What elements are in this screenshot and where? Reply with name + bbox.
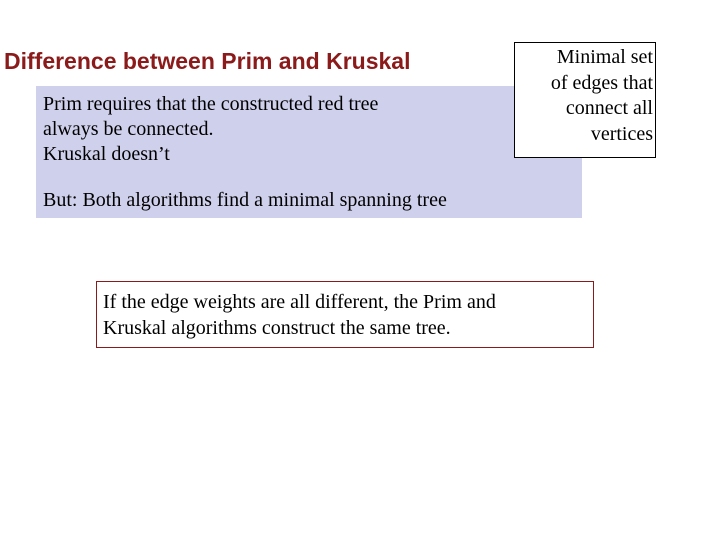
slide-title: Difference between Prim and Kruskal — [4, 48, 411, 74]
conclusion-text: But: Both algorithms find a minimal spanning tree — [43, 189, 447, 211]
callout-line: connect all — [565, 97, 653, 119]
highlight-line: always be connected. — [43, 118, 214, 140]
highlight-line: Kruskal doesn’t — [43, 143, 170, 165]
note-line: If the edge weights are all different, the Prim and — [103, 291, 496, 313]
callout-line: Minimal set — [556, 46, 653, 68]
note-line: Kruskal algorithms construct the same tree. — [103, 317, 451, 339]
note-box — [96, 281, 594, 348]
definition-callout — [514, 42, 656, 158]
callout-line: vertices — [590, 122, 653, 145]
callout-line: of edges that — [550, 71, 653, 94]
highlight-text — [43, 92, 378, 167]
highlight-line: Prim requires that the constructed red tree — [43, 93, 379, 115]
